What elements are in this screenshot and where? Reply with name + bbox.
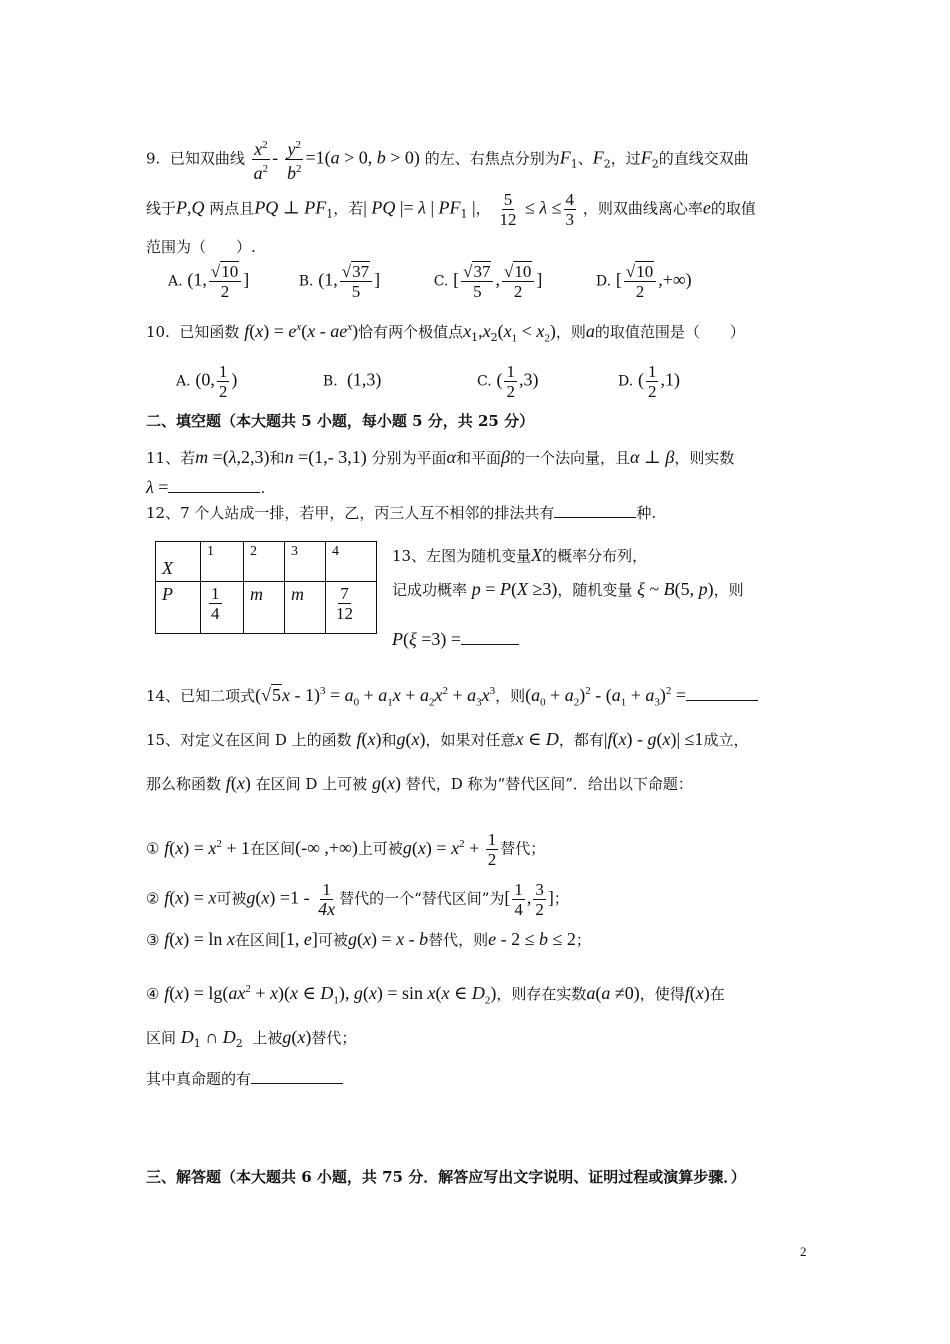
question-15-line-1: 15、对定义在区间 D 上的函数 f(x)和g(x)，如果对任意x ∈ D，都有|f(x) - g(x)| ≤1成立， — [146, 729, 749, 749]
probability-distribution-table — [155, 541, 377, 634]
question-13-line-1: 13、左图为随机变量X的概率分布列， — [392, 545, 648, 565]
question-15-answer-line: 其中真命题的有 — [146, 1068, 810, 1090]
section-2-heading: 二、填空题（本大题共 5 小题，每小题 5 分，共 25 分） — [146, 412, 535, 430]
table-cell: $\frac{7}{12}$ — [326, 582, 377, 634]
table-header-x: X — [162, 558, 173, 578]
option-b-label: B. — [298, 273, 314, 290]
question-9-line-1: 9. 已知双曲线 $\frac{x^2}{a^2}$ - $\frac{y^2}{b^2}$ =1(a > 0, b > 0) 的左、右焦点分别为$F_1$、$F_2$，过$F_2$的直线交双曲 — [146, 136, 810, 183]
question-13-line-2: 记成功概率 p = P(X ≥3)，随机变量 ξ ~ B(5, p)，则 — [392, 579, 744, 599]
formula: $\frac{y^2}{b^2}$ — [285, 136, 304, 183]
proposition-2: ② f(x) = x可被g(x) =1 - $\frac{1}{4x}$ 替代的一个“替代区间”为[ $\frac{1}{4}$ , $\frac{3}{2}$ ]； — [146, 880, 569, 919]
question-12: 12、7 个人站成一排，若甲，乙，丙三人互不相邻的排法共有 种. — [146, 504, 657, 522]
option-d-label: D. — [595, 273, 612, 290]
option-a-label: A. — [176, 373, 191, 390]
table-header-p: P — [162, 584, 173, 604]
question-10-line-1: 10. 已知函数 $f(x) = e^x(x - ae^x)$恰有两个极值点$x_1,x_2(x_1 < x_2)$，则a的取值范围是（ ） — [146, 321, 745, 345]
proposition-1: ① $f(x) = x^2 + 1$在区间(-∞ ,+∞)上可被$g(x) = x^2$ + $\frac{1}{2}$ 替代； — [146, 830, 546, 869]
question-11-line-1: 11、若m =(λ,2,3)和n =(1,- 3,1) 分别为平面α和平面β的一个法向量，且α ⊥ β，则实数 — [146, 447, 735, 467]
question-11-line-2: λ = . — [146, 477, 266, 497]
question-9-options: A. (1, $\frac{√10}{2}$ ] B. (1, $\frac{√37}{5}$ ] C. [ $\frac{√37}{5}$ , $\frac{√10}{2}$ ] D. [ $\frac{√10}{2}$ ,+∞) — [168, 262, 692, 301]
question-number: 10. — [146, 323, 170, 341]
answer-blank[interactable] — [686, 700, 758, 701]
page-number: 2 — [800, 1244, 807, 1259]
table-cell: 3 — [285, 542, 326, 582]
question-number: 9. — [146, 149, 161, 168]
option-d-label: D. — [618, 373, 634, 390]
question-10-options: A. (0, $\frac{1}{2}$ ) B. (1,3) C. ( $\frac{1}{2}$ ,3) D. ( $\frac{1}{2}$ ,1) — [176, 362, 680, 401]
question-9-line-3: 范围为（ ）. — [146, 238, 256, 256]
option-c-label: C. — [477, 373, 492, 390]
option-b-label: B. — [322, 373, 338, 390]
proposition-3: ③ f(x) = ln x在区间[1, e]可被g(x) = x - b替代，则e - 2 ≤ b ≤ 2； — [146, 929, 591, 949]
answer-blank[interactable] — [251, 1083, 343, 1084]
section-3-heading: 三、解答题（本大题共 6 小题，共 75 分．解答应写出文字说明、证明过程或演算步骤．） — [146, 1168, 746, 1186]
option-a-label: A. — [168, 273, 183, 290]
table-cell: $\frac{1}{4}$ — [201, 582, 244, 634]
proposition-4-line-2: 区间 $D_1$ ∩ $D_2$ 上被g(x)替代； — [146, 1027, 357, 1050]
table-cell: 4 — [326, 542, 377, 582]
answer-blank[interactable] — [461, 644, 519, 645]
table-cell: 2 — [244, 542, 285, 582]
proposition-4-line-1: ④ $f(x) = \lg(ax^2 + x)(x$ ∈ $D_1$), g(x) = sin x(x ∈ $D_2$)，则存在实数a(a ≠0)，使得f(x)在 — [146, 983, 725, 1007]
table-cell: 1 — [201, 542, 244, 582]
answer-blank[interactable] — [168, 492, 260, 493]
table-cell: m — [285, 582, 326, 634]
question-13-line-3: P(ξ =3) = — [392, 628, 810, 651]
answer-blank[interactable] — [554, 517, 636, 518]
question-14: 14、已知二项式$(√5x - 1)^3 = a_0 + a_1x + a_2x^2 + a_3x^3$，则$(a_0 + a_2)^2 - (a_1 + a_3)^2$ = — [146, 680, 810, 714]
formula: $\frac{x^2}{a^2}$ — [252, 136, 271, 183]
question-9-line-2: 线于P,Q 两点且PQ ⊥ $PF_1$，若| PQ |= λ | $PF_1$ |， $\frac{5}{12}$ ≤ λ ≤ $\frac{4}{3}$ ，则双曲线离心率e的取值 — [146, 190, 756, 229]
table-cell: m — [244, 582, 285, 634]
question-15-line-2: 那么称函数 f(x) 在区间 D 上可被 g(x) 替代，D 称为“替代区间”．给出以下命题： — [146, 773, 693, 793]
option-c-label: C. — [433, 273, 449, 290]
